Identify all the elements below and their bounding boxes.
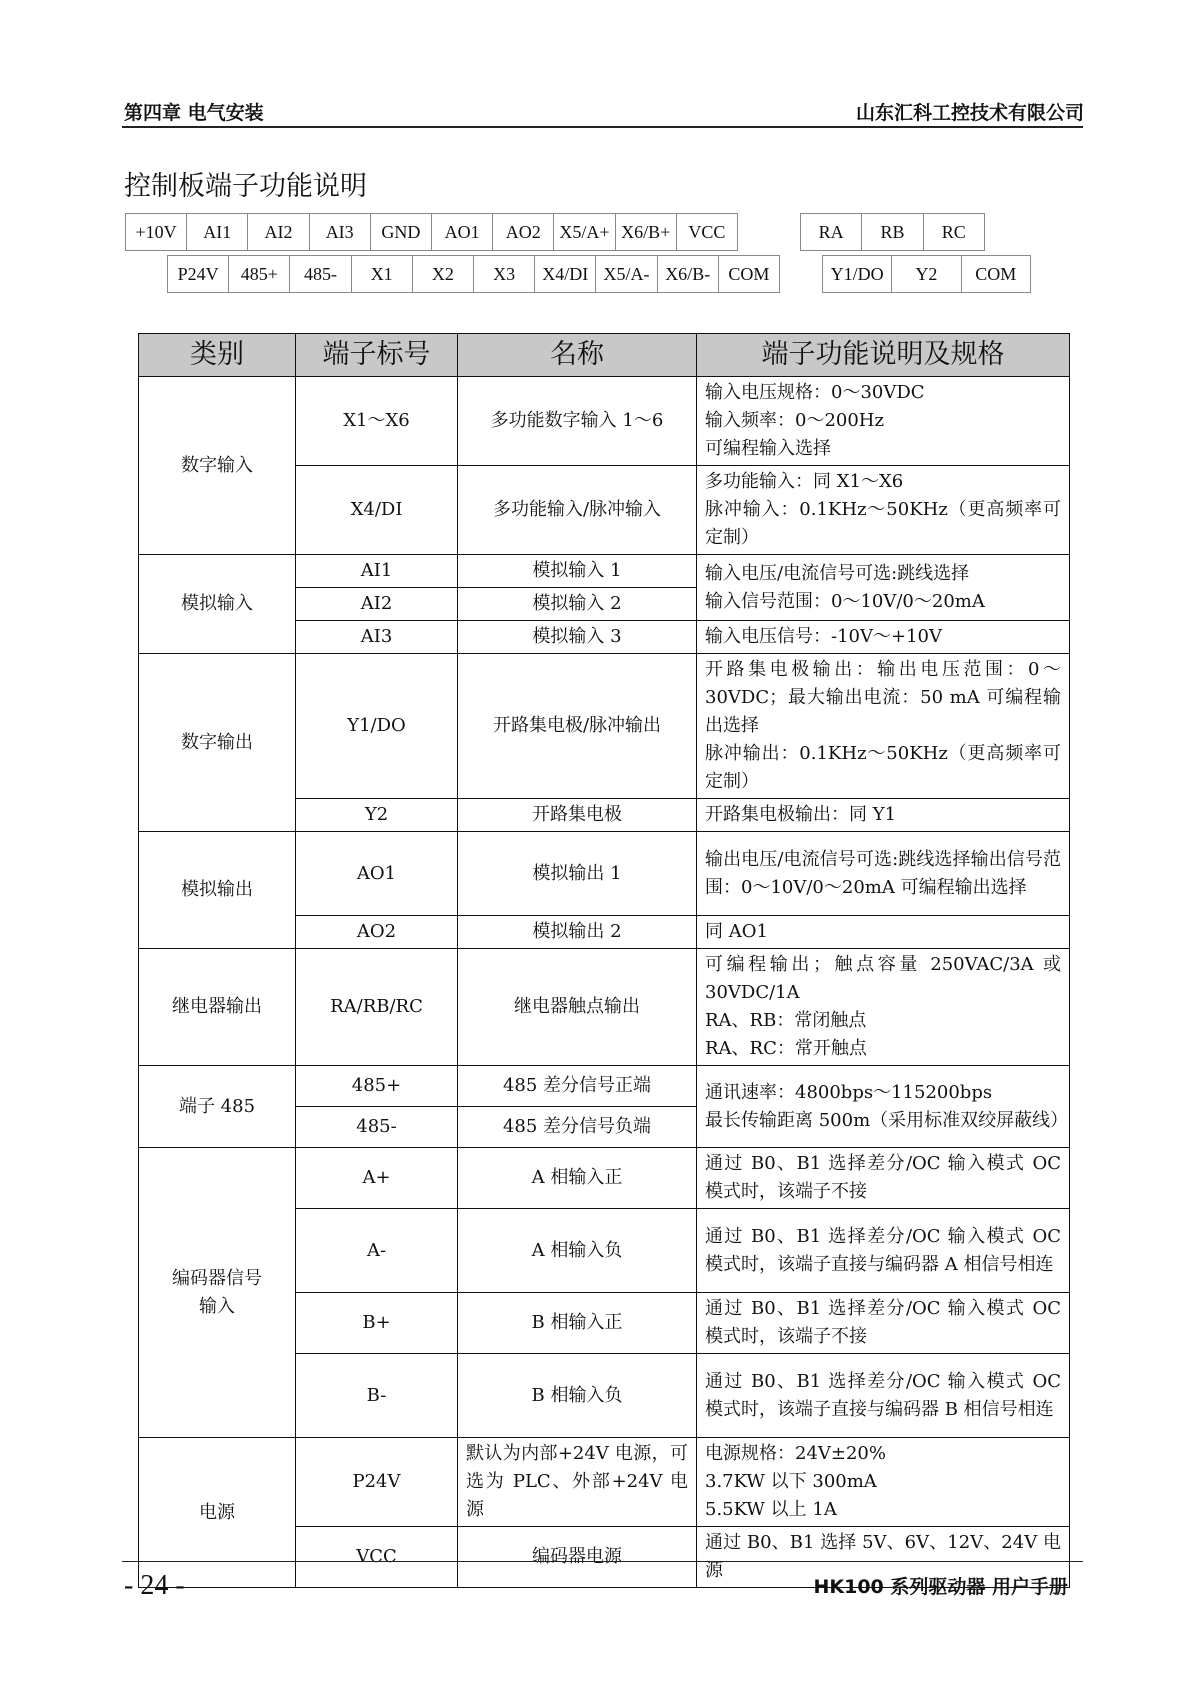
desc-cell: 通过 B0、B1 选择差分/OC 输入模式 OC 模式时，该端子直接与编码器 A 相信号相连: [697, 1209, 1070, 1293]
terminal-box: X5/A-: [595, 255, 657, 293]
chapter-title: 第四章 电气安装: [124, 102, 264, 124]
terminal-box: Y1/DO: [822, 255, 892, 293]
table-row: [139, 949, 1070, 1066]
terminal-cell: AO1: [296, 832, 458, 916]
terminal-cell: 485+: [296, 1066, 458, 1107]
terminal-box: X4/DI: [534, 255, 596, 293]
terminal-cell: AO2: [296, 916, 458, 949]
desc-cell: 通过 B0、B1 选择 5V、6V、12V、24V 电源: [697, 1527, 1070, 1588]
header-terminal: 端子标号: [296, 334, 458, 377]
section-title: 控制板端子功能说明: [124, 171, 367, 202]
name-cell: 默认为内部+24V 电源，可选为 PLC、外部+24V 电源: [458, 1438, 697, 1527]
name-cell: 开路集电极: [458, 799, 697, 832]
terminal-cell: B-: [296, 1354, 458, 1438]
terminal-box: X1: [351, 255, 413, 293]
name-cell: 多功能输入/脉冲输入: [458, 466, 697, 555]
name-cell: 多功能数字输入 1～6: [458, 377, 697, 466]
name-cell: B 相输入负: [458, 1354, 697, 1438]
terminal-cell: AI2: [296, 588, 458, 621]
terminal-box: X5/A+: [553, 213, 615, 251]
name-cell: 模拟输入 2: [458, 588, 697, 621]
name-cell: A 相输入负: [458, 1209, 697, 1293]
table-row: [139, 832, 1070, 916]
table-row: [139, 377, 1070, 466]
footer-divider: [122, 1561, 1083, 1562]
desc-cell: 输入电压/电流信号可选:跳线选择 输入信号范围：0～10V/0～20mA: [697, 555, 1070, 621]
terminal-box: X2: [412, 255, 474, 293]
terminal-box: AI3: [309, 213, 371, 251]
terminal-box: AO1: [431, 213, 493, 251]
page-number: - 24 -: [124, 1570, 185, 1601]
terminal-cell: Y2: [296, 799, 458, 832]
terminal-box: +10V: [125, 213, 187, 251]
name-cell: 继电器触点输出: [458, 949, 697, 1066]
name-cell: 485 差分信号负端: [458, 1107, 697, 1148]
table-row: [139, 1438, 1070, 1527]
terminal-spec-table: [138, 333, 1070, 1588]
header-category: 类别: [139, 334, 296, 377]
name-cell: 485 差分信号正端: [458, 1066, 697, 1107]
category-cell: 编码器信号 输入: [139, 1148, 296, 1438]
desc-cell: 多功能输入：同 X1～X6 脉冲输入：0.1KHz～50KHz（更高频率可定制）: [697, 466, 1070, 555]
name-cell: A 相输入正: [458, 1148, 697, 1209]
terminal-box: VCC: [676, 213, 738, 251]
manual-title: HK100 系列驱动器 用户手册: [813, 1576, 1068, 1598]
terminal-box: P24V: [167, 255, 229, 293]
desc-cell: 通过 B0、B1 选择差分/OC 输入模式 OC 模式时，该端子不接: [697, 1293, 1070, 1354]
header-divider: [122, 126, 1083, 128]
terminal-cell: A-: [296, 1209, 458, 1293]
terminal-box: COM: [718, 255, 780, 293]
name-cell: 模拟输入 1: [458, 555, 697, 588]
terminal-box: 485-: [289, 255, 351, 293]
terminal-cell: X4/DI: [296, 466, 458, 555]
terminal-box: X6/B-: [657, 255, 719, 293]
terminal-cell: Y1/DO: [296, 654, 458, 799]
terminal-box: 485+: [228, 255, 290, 293]
name-cell: 模拟输出 2: [458, 916, 697, 949]
terminal-box: RA: [800, 213, 862, 251]
desc-cell: 通讯速率：4800bps～115200bps 最长传输距离 500m（采用标准双绞屏蔽线）: [697, 1066, 1070, 1148]
terminal-box: X3: [473, 255, 535, 293]
terminal-box: AI2: [247, 213, 309, 251]
category-cell: 电源: [139, 1438, 296, 1588]
terminal-box: X6/B+: [615, 213, 677, 251]
terminal-box: RC: [923, 213, 985, 251]
terminal-cell: RA/RB/RC: [296, 949, 458, 1066]
desc-cell: 通过 B0、B1 选择差分/OC 输入模式 OC 模式时，该端子直接与编码器 B 相信号相连: [697, 1354, 1070, 1438]
category-cell: 数字输入: [139, 377, 296, 555]
category-cell: 数字输出: [139, 654, 296, 832]
desc-cell: 开路集电极输出：输出电压范围：0～30VDC；最大输出电流：50 mA 可编程输出选择 脉冲输出：0.1KHz～50KHz（更高频率可定制）: [697, 654, 1070, 799]
table-row: [139, 1066, 1070, 1107]
desc-cell: 输入电压信号：-10V～+10V: [697, 621, 1070, 654]
terminal-cell: X1～X6: [296, 377, 458, 466]
category-cell: 模拟输出: [139, 832, 296, 949]
desc-cell: 通过 B0、B1 选择差分/OC 输入模式 OC 模式时，该端子不接: [697, 1148, 1070, 1209]
table-header-row: [139, 334, 1070, 377]
company-name: 山东汇科工控技术有限公司: [855, 102, 1084, 124]
table-row: [139, 654, 1070, 799]
terminal-cell: AI1: [296, 555, 458, 588]
terminal-box: Y2: [891, 255, 961, 293]
name-cell: 开路集电极/脉冲输出: [458, 654, 697, 799]
table-row: [139, 555, 1070, 588]
name-cell: B 相输入正: [458, 1293, 697, 1354]
desc-cell: 开路集电极输出：同 Y1: [697, 799, 1070, 832]
category-cell: 继电器输出: [139, 949, 296, 1066]
desc-cell: 输入电压规格：0～30VDC 输入频率：0～200Hz 可编程输入选择: [697, 377, 1070, 466]
name-cell: 模拟输出 1: [458, 832, 697, 916]
desc-cell: 同 AO1: [697, 916, 1070, 949]
name-cell: 编码器电源: [458, 1527, 697, 1588]
terminal-box: GND: [370, 213, 432, 251]
table-row: [139, 1148, 1070, 1209]
terminal-cell: AI3: [296, 621, 458, 654]
desc-cell: 可编程输出；触点容量 250VAC/3A 或 30VDC/1A RA、RB：常闭触点 RA、RC：常开触点: [697, 949, 1070, 1066]
desc-cell: 输出电压/电流信号可选:跳线选择输出信号范围：0～10V/0～20mA 可编程输出选择: [697, 832, 1070, 916]
desc-cell: 电源规格：24V±20% 3.7KW 以下 300mA 5.5KW 以上 1A: [697, 1438, 1070, 1527]
category-cell: 端子 485: [139, 1066, 296, 1148]
terminal-cell: VCC: [296, 1527, 458, 1588]
terminal-cell: P24V: [296, 1438, 458, 1527]
terminal-cell: B+: [296, 1293, 458, 1354]
terminal-box: AO2: [492, 213, 554, 251]
header-description: 端子功能说明及规格: [697, 334, 1070, 377]
terminal-cell: A+: [296, 1148, 458, 1209]
name-cell: 模拟输入 3: [458, 621, 697, 654]
category-cell: 模拟输入: [139, 555, 296, 654]
terminal-cell: 485-: [296, 1107, 458, 1148]
header-name: 名称: [458, 334, 697, 377]
terminal-box: RB: [861, 213, 923, 251]
terminal-box: COM: [961, 255, 1031, 293]
terminal-box: AI1: [186, 213, 248, 251]
